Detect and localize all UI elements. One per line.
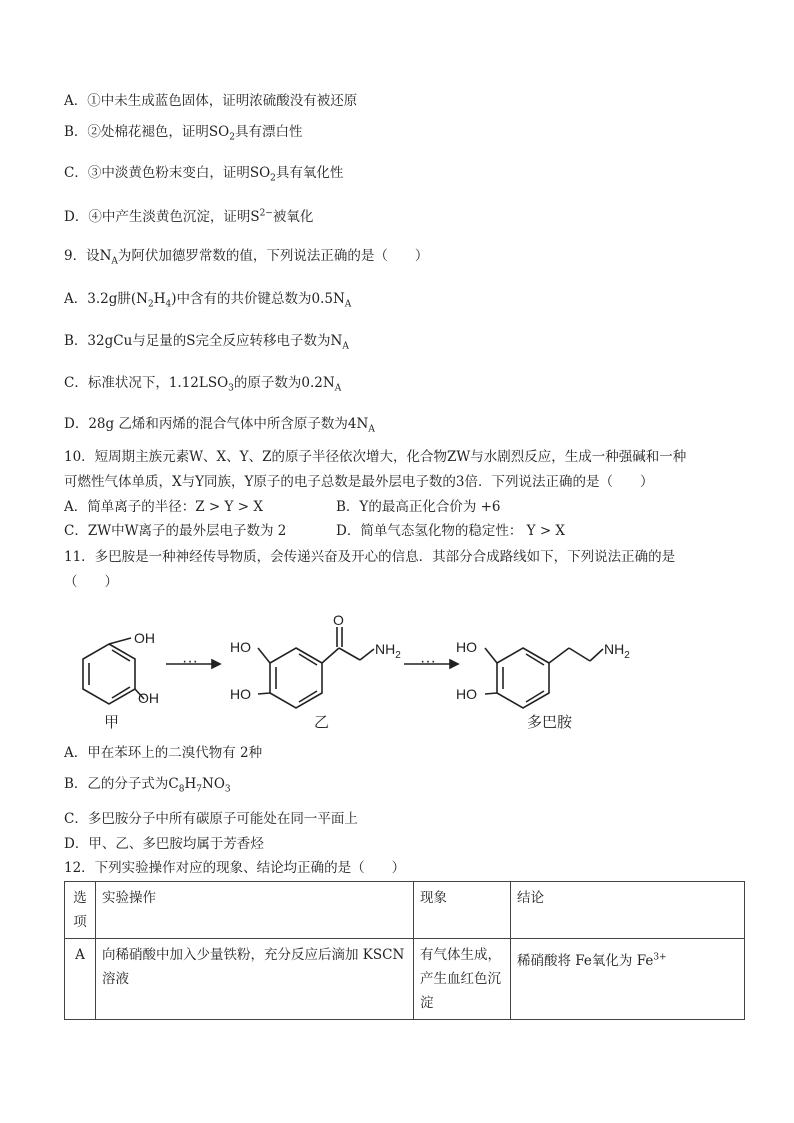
q10-option-b: B．Y的最高正化合价为 +6: [336, 499, 501, 515]
subscript: 4: [165, 299, 172, 310]
yi-ho-bottom: HO: [230, 686, 251, 702]
q9-option-a: [64, 290, 351, 308]
q9-option-b: [64, 332, 349, 350]
dopamine-ho-top: HO: [456, 639, 477, 655]
q9-option-c: [64, 374, 341, 392]
q11-option-b-formula: H: [184, 776, 197, 792]
q8-option-c-text: C．③中淡黄色粉末变白，证明SO: [64, 165, 271, 181]
q9-stem-text-end: 为阿伏加德罗常数的值，下列说法正确的是（ ）: [117, 248, 429, 264]
dopamine-ring: [497, 648, 549, 708]
q11-stem-line2: （ ）: [64, 574, 118, 590]
header-option: 选项: [65, 882, 96, 939]
arrow-dots-1: ···: [182, 653, 198, 670]
q11-option-b-formula: NO: [202, 776, 225, 792]
q11-option-b: [64, 775, 231, 793]
q12-stem: 12．下列实验操作对应的现象、结论均正确的是（ ）: [64, 860, 406, 876]
arrow-dots-2: ···: [420, 653, 436, 670]
header-conclusion: 结论: [511, 882, 745, 939]
q9-option-a-text: A．3.2g肼: [64, 291, 131, 307]
yi-nh2: [375, 641, 401, 661]
yi-ho-top: HO: [230, 639, 251, 655]
q12-table: [64, 881, 745, 1020]
q10-stem-line2: 可燃性气体单质，X与Y同族，Y原子的电子总数是最外层电子数的3倍．下列说法正确的是（ ）: [64, 474, 654, 490]
q9-option-b-text: B．32gCu与足量的S完全反应转移电子数为N: [64, 333, 343, 349]
subscript: A: [368, 424, 375, 435]
subscript: 3: [224, 784, 231, 795]
yi-carbonyl-o: O: [333, 612, 344, 628]
dopamine-ho-bottom: HO: [456, 686, 477, 702]
label-dopamine: 多巴胺: [527, 713, 573, 731]
subscript: 2: [395, 650, 401, 661]
row-a-conclusion: [511, 939, 745, 1020]
synthesis-scheme-diagram: [64, 610, 744, 740]
catechol-oh-bottom: OH: [138, 690, 159, 706]
q8-option-b-text-end: 具有漂白性: [234, 124, 303, 140]
q9-option-a-text-end: )中含有的共价键总数为0.5N: [171, 291, 345, 307]
q10-option-a: A．简单离子的半径：Z > Y > X: [64, 499, 263, 515]
table-row: [65, 939, 745, 1020]
subscript: A: [342, 341, 349, 352]
subscript: 2: [147, 299, 154, 310]
q9-option-a-formula: (N: [130, 291, 148, 307]
q9-option-c-text-end: 的原子数为0.2N: [233, 375, 335, 391]
q9-option-d-text: D．28g 乙烯和丙烯的混合气体中所含原子数为4N: [64, 416, 369, 432]
row-a-conclusion-text: 稀硝酸将 Fe氧化为 Fe: [517, 953, 654, 969]
nh-text: NH: [375, 641, 396, 657]
q11-option-b-text: B．乙的分子式为C: [64, 776, 179, 792]
header-phenomenon: 现象: [414, 882, 511, 939]
q11-stem-line1: 11．多巴胺是一种神经传导物质，会传递兴奋及开心的信息．其部分合成路线如下，下列说法正确的是: [64, 549, 676, 565]
superscript: 2−: [259, 208, 273, 219]
q8-option-b: [64, 123, 302, 141]
subscript: 2: [229, 132, 235, 143]
subscript: 2: [624, 650, 630, 661]
row-a-option: A: [65, 939, 96, 1020]
q8-option-a-text: A．①中未生成蓝色固体，证明浓硫酸没有被还原: [64, 93, 358, 109]
dopamine-nh2: [604, 641, 630, 661]
q9-option-d: [64, 415, 375, 433]
subscript: 2: [270, 173, 276, 184]
q11-option-d: D．甲、乙、多巴胺均属于芳香烃: [64, 836, 264, 852]
q9-option-a-formula: H: [153, 291, 166, 307]
label-jia: 甲: [104, 713, 120, 731]
intermediate-ring: [270, 648, 322, 708]
q11-option-a: A．甲在苯环上的二溴代物有 2种: [64, 745, 263, 761]
q10-option-c: C．ZW中W离子的最外层电子数为 2: [64, 523, 287, 539]
q9-stem-text: 9．设N: [64, 248, 112, 264]
q10-option-d: D．简单气态氢化物的稳定性： Y > X: [336, 523, 566, 539]
row-a-phenomenon: 有气体生成，产生血红色沉淀: [414, 939, 511, 1020]
subscript: 8: [178, 784, 185, 795]
q9-stem: [64, 247, 428, 265]
q9-option-c-text: C．标准状况下，1.12LSO: [64, 375, 229, 391]
q8-option-d-text: D．④中产生淡黄色沉淀，证明S: [64, 209, 260, 225]
q8-option-a: [64, 92, 357, 110]
subscript: 7: [196, 784, 202, 795]
label-yi: 乙: [314, 713, 330, 731]
q8-option-d-text-end: 被氧化: [272, 209, 314, 225]
nh-text: NH: [604, 641, 625, 657]
catechol-ring: [83, 644, 135, 704]
superscript: 3+: [653, 952, 667, 963]
q8-option-c-text-end: 具有氧化性: [275, 165, 344, 181]
subscript: 3: [228, 383, 234, 394]
catechol-oh-top: OH: [134, 630, 155, 646]
row-a-operation: 向稀硝酸中加入少量铁粉，充分反应后滴加 KSCN 溶液: [96, 939, 414, 1020]
q10-stem-line1: 10．短周期主族元素W、X、Y、Z的原子半径依次增大，化合物ZW与水剧烈反应，生成一种强碱和一种: [64, 449, 687, 465]
subscript: A: [111, 256, 118, 267]
q8-option-b-text: B．②处棉花褪色，证明SO: [64, 124, 230, 140]
subscript: A: [344, 299, 352, 310]
q11-option-c: C．多巴胺分子中所有碳原子可能处在同一平面上: [64, 811, 358, 827]
q8-option-d: [64, 208, 313, 226]
subscript: A: [334, 383, 342, 394]
table-header-row: [65, 882, 745, 939]
header-operation: 实验操作: [96, 882, 414, 939]
q8-option-c: [64, 164, 343, 182]
